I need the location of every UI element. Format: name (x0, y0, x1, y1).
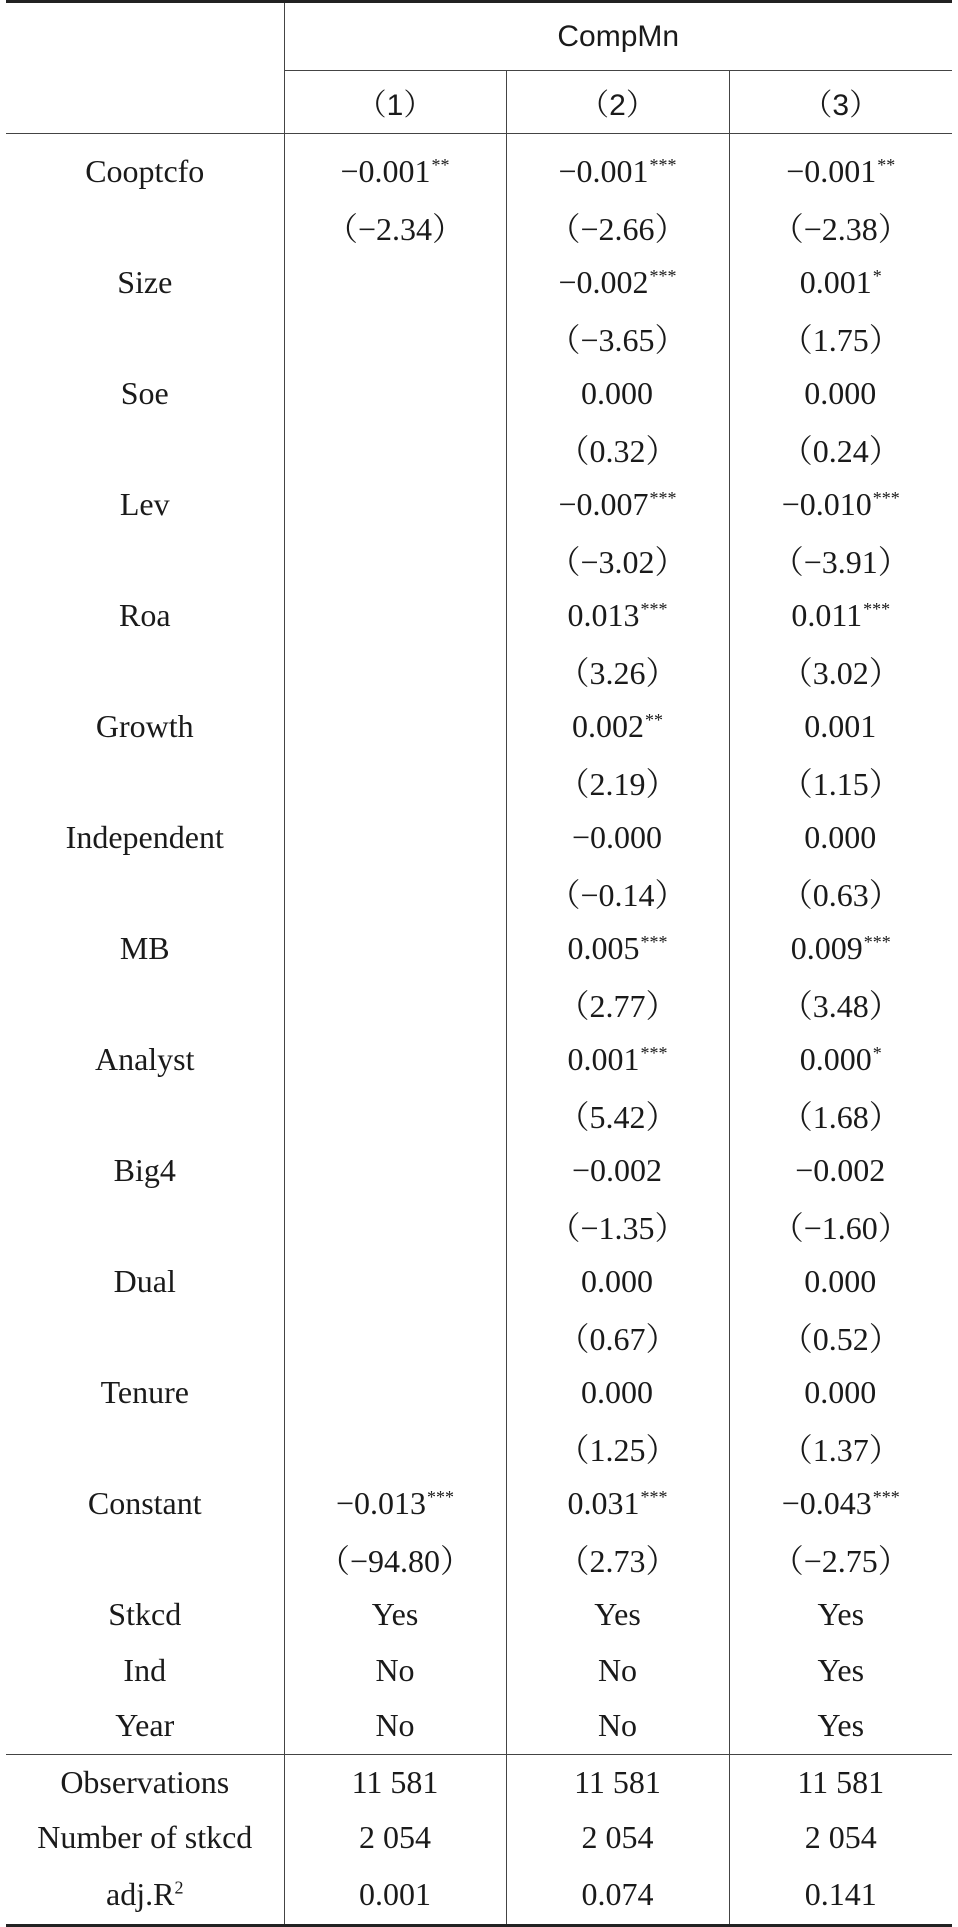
adj-r2-text: adj.R (106, 1876, 175, 1912)
coef-cell-tenure-1 (284, 1365, 506, 1421)
tstat-cell-tenure-3: （1.37） (729, 1421, 952, 1477)
coef-cell-independent-1 (284, 810, 506, 866)
significance-stars: ** (877, 154, 896, 175)
coef-cell-roa-3 (729, 588, 952, 644)
tstat-cell-constant-1: （−94.80） (284, 1532, 506, 1588)
tstat-row-tenure (6, 1421, 952, 1477)
tstat-cell-growth-1 (284, 755, 506, 811)
coef-cell-roa-2 (506, 588, 729, 644)
header-row-group (6, 2, 952, 71)
significance-stars: *** (649, 154, 677, 175)
coef-value: −0.002 (571, 1152, 663, 1189)
coef-value: −0.001 (340, 153, 431, 190)
fixed-effect-value-ind-1: No (284, 1643, 506, 1699)
coef-cell-size-1 (284, 255, 506, 311)
tstat-cell-cooptcfo-3: （−2.38） (729, 200, 952, 256)
stat-row-observations (6, 1754, 952, 1810)
coef-row-mb (6, 921, 952, 977)
coef-value: −0.001 (786, 153, 877, 190)
stat-value-observations-1: 11 581 (284, 1754, 506, 1810)
coef-cell-big4-1 (284, 1143, 506, 1199)
header-blank-cell (6, 2, 284, 71)
tstat-row-constant (6, 1532, 952, 1588)
stat-label-observations: Observations (6, 1754, 284, 1810)
significance-stars: *** (863, 598, 891, 619)
tstat-label-blank (6, 1199, 284, 1255)
tstat-label-blank (6, 977, 284, 1033)
tstat-cell-lev-3: （−3.91） (729, 533, 952, 589)
coef-cell-big4-3 (729, 1143, 952, 1199)
coef-value: −0.000 (571, 819, 663, 856)
tstat-cell-big4-2: （−1.35） (506, 1199, 729, 1255)
fixed-effect-value-stkcd-1: Yes (284, 1587, 506, 1643)
significance-stars: *** (872, 1486, 900, 1507)
coef-cell-soe-1 (284, 366, 506, 422)
significance-stars: *** (640, 1486, 668, 1507)
tstat-cell-roa-3: （3.02） (729, 644, 952, 700)
coef-cell-soe-3 (729, 366, 952, 422)
coef-value: 0.001 (799, 264, 872, 301)
variable-label-cooptcfo: Cooptcfo (85, 153, 205, 190)
variable-label-roa: Roa (118, 597, 171, 634)
tstat-cell-mb-1 (284, 977, 506, 1033)
fixed-effect-row-year (6, 1698, 952, 1754)
variable-label-analyst: Analyst (94, 1041, 195, 1078)
variable-label-lev: Lev (119, 486, 170, 523)
coef-row-growth (6, 699, 952, 755)
coef-row-cooptcfo (6, 134, 952, 200)
tstat-row-big4 (6, 1199, 952, 1255)
fixed-effect-label-ind: Ind (123, 1651, 167, 1688)
tstat-row-cooptcfo (6, 200, 952, 256)
variable-label-growth: Growth (95, 708, 194, 745)
variable-label-size: Size (117, 264, 173, 301)
coef-value: 0.000 (804, 1263, 877, 1300)
tstat-cell-size-1 (284, 311, 506, 367)
tstat-cell-big4-1 (284, 1199, 506, 1255)
coef-value: 0.000 (804, 819, 877, 856)
stat-value-number-of-stkcd-2: 2 054 (506, 1810, 729, 1866)
coef-cell-mb-2 (506, 921, 729, 977)
header-blank-cell (6, 71, 284, 134)
coef-row-size (6, 255, 952, 311)
significance-stars: *** (649, 487, 677, 508)
coef-cell-cooptcfo-2 (506, 134, 729, 200)
coef-value: 0.001 (804, 708, 877, 745)
tstat-cell-cooptcfo-2: （−2.66） (506, 200, 729, 256)
stat-value-adj-r2-1: 0.001 (284, 1866, 506, 1926)
coef-value: 0.009 (790, 930, 863, 967)
variable-label-dual: Dual (113, 1263, 176, 1300)
coef-cell-tenure-3 (729, 1365, 952, 1421)
coef-value: −0.010 (781, 486, 872, 523)
column-header-2: （2） (506, 71, 729, 134)
tstat-label-blank (6, 1532, 284, 1588)
tstat-row-growth (6, 755, 952, 811)
coef-cell-size-2 (506, 255, 729, 311)
variable-label-constant: Constant (87, 1485, 202, 1522)
coef-value: 0.031 (567, 1485, 640, 1522)
coef-row-big4 (6, 1143, 952, 1199)
coef-cell-growth-3 (729, 699, 952, 755)
tstat-cell-big4-3: （−1.60） (729, 1199, 952, 1255)
stat-label-adj-r2 (6, 1866, 284, 1926)
coef-row-soe (6, 366, 952, 422)
coef-value: 0.000 (581, 375, 653, 412)
tstat-cell-soe-3: （0.24） (729, 422, 952, 478)
stat-value-adj-r2-3: 0.141 (729, 1866, 952, 1926)
coef-cell-lev-3 (729, 477, 952, 533)
coef-row-analyst (6, 1032, 952, 1088)
tstat-label-blank (6, 533, 284, 589)
tstat-label-blank (6, 1421, 284, 1477)
coef-cell-mb-1 (284, 921, 506, 977)
tstat-cell-mb-3: （3.48） (729, 977, 952, 1033)
variable-label-independent: Independent (65, 819, 224, 856)
coef-value: 0.002 (572, 708, 644, 745)
tstat-cell-soe-2: （0.32） (506, 422, 729, 478)
regression-table-wrapper (6, 0, 952, 1927)
coef-cell-big4-2 (506, 1143, 729, 1199)
tstat-row-mb (6, 977, 952, 1033)
regression-table-body (6, 2, 952, 1926)
significance-stars: ** (645, 709, 663, 730)
coef-cell-cooptcfo-3 (729, 134, 952, 200)
significance-stars: *** (427, 1486, 455, 1507)
tstat-cell-independent-1 (284, 866, 506, 922)
coef-value: −0.001 (558, 153, 649, 190)
stat-value-adj-r2-2: 0.074 (506, 1866, 729, 1926)
tstat-row-soe (6, 422, 952, 478)
tstat-row-roa (6, 644, 952, 700)
coef-cell-cooptcfo-1 (284, 134, 506, 200)
tstat-cell-size-3: （1.75） (729, 311, 952, 367)
coef-cell-constant-1 (284, 1476, 506, 1532)
fixed-effect-value-ind-3: Yes (729, 1643, 952, 1699)
coef-row-constant (6, 1476, 952, 1532)
fixed-effect-label-stkcd: Stkcd (108, 1596, 182, 1633)
stat-label-number-of-stkcd: Number of stkcd (37, 1819, 253, 1856)
coef-cell-size-3 (729, 255, 952, 311)
tstat-label-blank (6, 755, 284, 811)
tstat-cell-dual-3: （0.52） (729, 1310, 952, 1366)
tstat-cell-tenure-1 (284, 1421, 506, 1477)
tstat-cell-tenure-2: （1.25） (506, 1421, 729, 1477)
coef-cell-lev-1 (284, 477, 506, 533)
variable-label-big4: Big4 (113, 1152, 176, 1189)
stat-value-number-of-stkcd-1: 2 054 (284, 1810, 506, 1866)
coef-value: 0.000 (804, 375, 877, 412)
significance-stars: *** (649, 265, 677, 286)
coef-cell-tenure-2 (506, 1365, 729, 1421)
fixed-effect-value-year-1: No (284, 1698, 506, 1754)
tstat-cell-size-2: （−3.65） (506, 311, 729, 367)
tstat-row-independent (6, 866, 952, 922)
fixed-effect-value-year-3: Yes (729, 1698, 952, 1754)
tstat-row-analyst (6, 1088, 952, 1144)
tstat-label-blank (6, 1088, 284, 1144)
dependent-variable-header: CompMn (284, 2, 952, 71)
coef-value: 0.011 (791, 597, 863, 634)
fixed-effect-row-stkcd (6, 1587, 952, 1643)
significance-stars: ** (431, 154, 450, 175)
tstat-row-dual (6, 1310, 952, 1366)
coef-row-dual (6, 1254, 952, 1310)
coef-value: −0.007 (558, 486, 649, 523)
coef-cell-independent-2 (506, 810, 729, 866)
coef-value: −0.002 (558, 264, 649, 301)
tstat-cell-mb-2: （2.77） (506, 977, 729, 1033)
coef-cell-growth-1 (284, 699, 506, 755)
coef-cell-independent-3 (729, 810, 952, 866)
coef-cell-dual-3 (729, 1254, 952, 1310)
stat-value-observations-3: 11 581 (729, 1754, 952, 1810)
coef-cell-dual-1 (284, 1254, 506, 1310)
coef-value: −0.043 (781, 1485, 872, 1522)
column-header-3: （3） (729, 71, 952, 134)
tstat-cell-independent-3: （0.63） (729, 866, 952, 922)
tstat-cell-cooptcfo-1: （−2.34） (284, 200, 506, 256)
tstat-cell-independent-2: （−0.14） (506, 866, 729, 922)
coef-value: 0.000 (581, 1374, 653, 1411)
tstat-cell-analyst-1 (284, 1088, 506, 1144)
coef-value: 0.013 (567, 597, 640, 634)
tstat-label-blank (6, 422, 284, 478)
coef-value: 0.000 (581, 1263, 653, 1300)
fixed-effect-value-ind-2: No (506, 1643, 729, 1699)
tstat-cell-growth-2: （2.19） (506, 755, 729, 811)
coef-cell-lev-2 (506, 477, 729, 533)
tstat-label-blank (6, 644, 284, 700)
stat-value-number-of-stkcd-3: 2 054 (729, 1810, 952, 1866)
stat-value-observations-2: 11 581 (506, 1754, 729, 1810)
fixed-effect-value-stkcd-2: Yes (506, 1587, 729, 1643)
significance-stars: *** (640, 1042, 668, 1063)
coef-cell-analyst-1 (284, 1032, 506, 1088)
significance-stars: *** (640, 931, 668, 952)
tstat-cell-constant-3: （−2.75） (729, 1532, 952, 1588)
significance-stars: *** (640, 598, 668, 619)
significance-stars: *** (863, 931, 891, 952)
tstat-label-blank (6, 200, 284, 256)
coef-value: 0.001 (567, 1041, 640, 1078)
coef-cell-constant-2 (506, 1476, 729, 1532)
tstat-label-blank (6, 1310, 284, 1366)
column-header-1: （1） (284, 71, 506, 134)
tstat-cell-roa-2: （3.26） (506, 644, 729, 700)
coef-cell-dual-2 (506, 1254, 729, 1310)
tstat-cell-dual-1 (284, 1310, 506, 1366)
stat-row-adj-r2 (6, 1866, 952, 1926)
coef-row-independent (6, 810, 952, 866)
tstat-row-size (6, 311, 952, 367)
tstat-cell-analyst-2: （5.42） (506, 1088, 729, 1144)
coef-row-lev (6, 477, 952, 533)
coef-cell-constant-3 (729, 1476, 952, 1532)
coef-value: 0.005 (567, 930, 640, 967)
stat-row-number-of-stkcd (6, 1810, 952, 1866)
tstat-cell-analyst-3: （1.68） (729, 1088, 952, 1144)
coef-cell-soe-2 (506, 366, 729, 422)
coef-cell-growth-2 (506, 699, 729, 755)
fixed-effect-label-year: Year (115, 1707, 175, 1744)
tstat-label-blank (6, 866, 284, 922)
coef-value: −0.013 (335, 1485, 427, 1522)
regression-table (6, 0, 952, 1927)
coef-cell-analyst-2 (506, 1032, 729, 1088)
coef-row-roa (6, 588, 952, 644)
significance-stars: * (872, 265, 882, 286)
tstat-cell-constant-2: （2.73） (506, 1532, 729, 1588)
fixed-effect-value-year-2: No (506, 1698, 729, 1754)
variable-label-soe: Soe (120, 375, 169, 412)
significance-stars: * (872, 1042, 882, 1063)
header-row-columns (6, 71, 952, 134)
tstat-label-blank (6, 311, 284, 367)
variable-label-mb: MB (119, 930, 170, 967)
fixed-effect-row-ind (6, 1643, 952, 1699)
fixed-effect-value-stkcd-3: Yes (729, 1587, 952, 1643)
coef-cell-analyst-3 (729, 1032, 952, 1088)
tstat-cell-roa-1 (284, 644, 506, 700)
tstat-cell-dual-2: （0.67） (506, 1310, 729, 1366)
coef-row-tenure (6, 1365, 952, 1421)
variable-label-tenure: Tenure (100, 1374, 189, 1411)
adj-r2-superscript: 2 (174, 1877, 184, 1898)
coef-value: −0.002 (795, 1152, 886, 1189)
tstat-cell-soe-1 (284, 422, 506, 478)
tstat-cell-lev-1 (284, 533, 506, 589)
tstat-cell-growth-3: （1.15） (729, 755, 952, 811)
tstat-cell-lev-2: （−3.02） (506, 533, 729, 589)
coef-cell-roa-1 (284, 588, 506, 644)
coef-cell-mb-3 (729, 921, 952, 977)
significance-stars: *** (872, 487, 900, 508)
coef-value: 0.000 (799, 1041, 872, 1078)
coef-value: 0.000 (804, 1374, 877, 1411)
tstat-row-lev (6, 533, 952, 589)
